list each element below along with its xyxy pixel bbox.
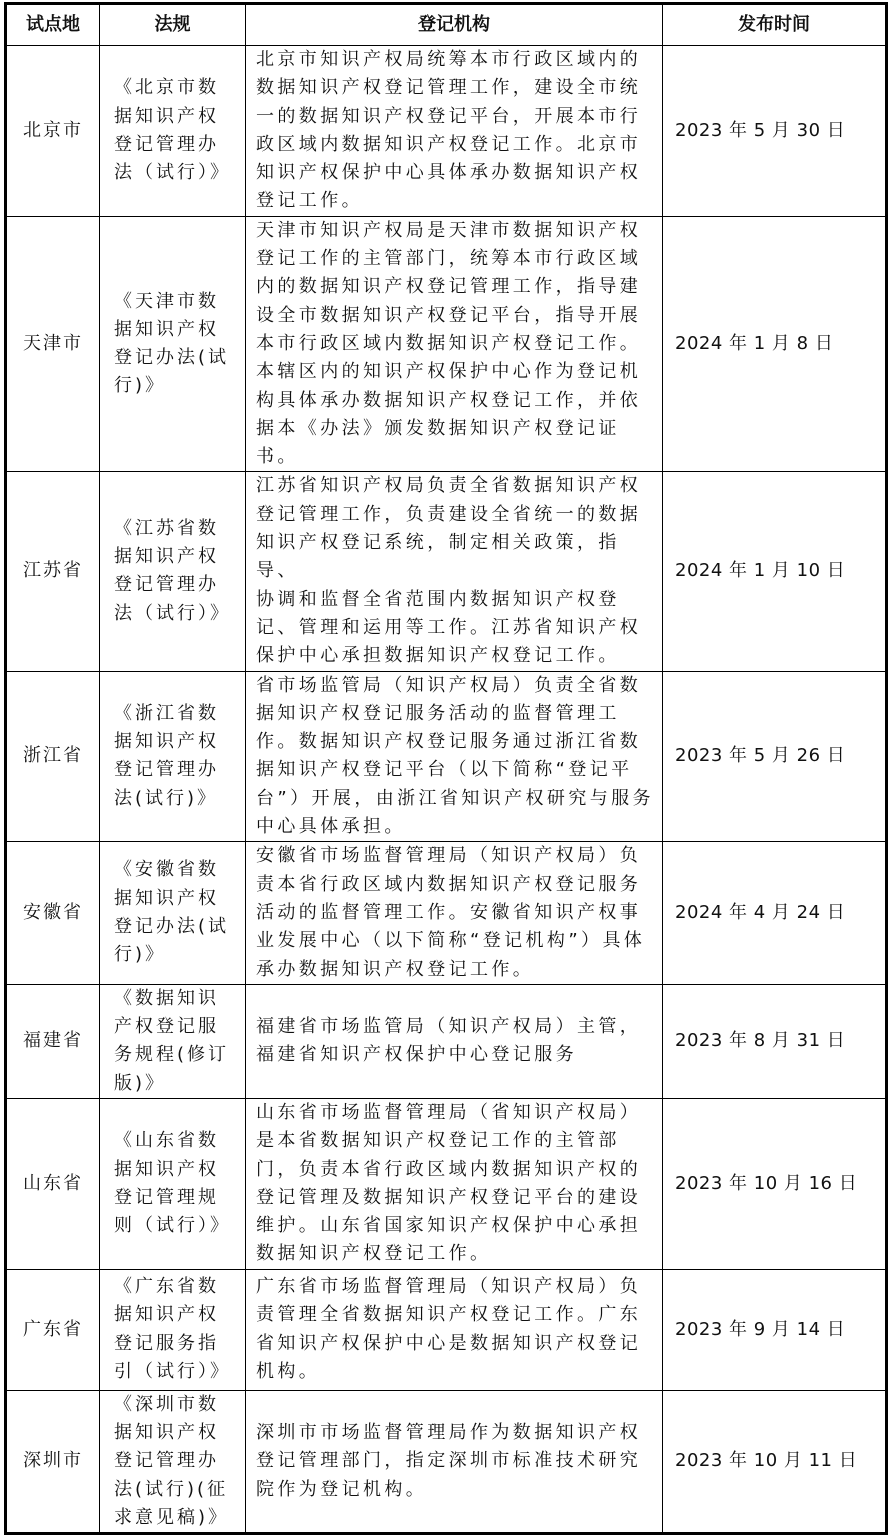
header-place: 试点地 [6,4,100,46]
org-cell: 安徽省市场监督管理局（知识产权局）负 责本省行政区域内数据知识产权登记服务 活动的监督管理工作。安徽省知识产权事 业发展中心（以下简称“登记机构”）具体 承办数据知识产权登记工作。 [246,842,663,984]
org-cell: 山东省市场监督管理局（省知识产权局） 是本省数据知识产权登记工作的主管部 门，负责本省行政区域内数据知识产权的 登记管理及数据知识产权登记平台的建设 维护。山东省国家知识产权保护中心承担 数据知识产权登记工作。 [246,1098,663,1269]
place-cell: 安徽省 [6,842,100,984]
place-cell: 江苏省 [6,472,100,671]
date-cell: 2024 年 1 月 10 日 [663,472,887,671]
date-cell: 2023 年 8 月 31 日 [663,984,887,1098]
date-cell: 2023 年 9 月 14 日 [663,1269,887,1390]
date-cell: 2023 年 10 月 11 日 [663,1390,887,1533]
law-cell: 《江苏省数 据知识产权 登记管理办 法（试行）》 [100,472,246,671]
place-cell: 山东省 [6,1098,100,1269]
table-row [6,1269,887,1390]
law-cell: 《广东省数 据知识产权 登记服务指 引（试行）》 [100,1269,246,1390]
place-cell: 天津市 [6,216,100,472]
place-cell: 北京市 [6,46,100,217]
header-law: 法规 [100,4,246,46]
date-cell: 2024 年 4 月 24 日 [663,842,887,984]
place-cell: 浙江省 [6,671,100,842]
law-cell: 《深圳市数 据知识产权 登记管理办 法(试行)(征 求意见稿)》 [100,1390,246,1533]
table-row [6,842,887,984]
date-cell: 2024 年 1 月 8 日 [663,216,887,472]
org-cell: 江苏省知识产权局负责全省数据知识产权 登记管理工作，负责建设全省统一的数据 知识产权登记系统，制定相关政策，指导、 协调和监督全省范围内数据知识产权登 记、管理和运用等工作。江苏省知识产权 保护中心承担数据知识产权登记工作。 [246,472,663,671]
header-date: 发布时间 [663,4,887,46]
table-row [6,46,887,217]
law-cell: 《北京市数 据知识产权 登记管理办 法（试行）》 [100,46,246,217]
date-cell: 2023 年 5 月 30 日 [663,46,887,217]
org-cell: 广东省市场监督管理局（知识产权局）负 责管理全省数据知识产权登记工作。广东 省知识产权保护中心是数据知识产权登记 机构。 [246,1269,663,1390]
law-cell: 《浙江省数 据知识产权 登记管理办 法(试行)》 [100,671,246,842]
org-cell: 福建省市场监管局（知识产权局）主管， 福建省知识产权保护中心登记服务 [246,984,663,1098]
place-cell: 广东省 [6,1269,100,1390]
place-cell: 深圳市 [6,1390,100,1533]
law-cell: 《山东省数 据知识产权 登记管理规 则（试行）》 [100,1098,246,1269]
org-cell: 天津市知识产权局是天津市数据知识产权 登记工作的主管部门，统筹本市行政区域 内的数据知识产权登记管理工作，指导建 设全市数据知识产权登记平台，指导开展 本市行政区域内数据知识产权登记工作。 本辖区内的知识产权保护中心作为登记机 构具体承办数据知识产权登记工作，并依 据本《办法》颁发数据知识产权登记证书。 [246,216,663,472]
org-cell: 北京市知识产权局统筹本市行政区域内的 数据知识产权登记管理工作，建设全市统 一的数据知识产权登记平台，开展本市行 政区域内数据知识产权登记工作。北京市 知识产权保护中心具体承办数据知识产权 登记工作。 [246,46,663,217]
place-cell: 福建省 [6,984,100,1098]
date-cell: 2023 年 10 月 16 日 [663,1098,887,1269]
pilot-regulation-table [4,2,888,1535]
org-cell: 省市场监管局（知识产权局）负责全省数 据知识产权登记服务活动的监督管理工 作。数据知识产权登记服务通过浙江省数 据知识产权登记平台（以下简称“登记平 台”）开展，由浙江省知识产权研究与服务 中心具体承担。 [246,671,663,842]
law-cell: 《安徽省数 据知识产权 登记办法(试 行)》 [100,842,246,984]
header-row [6,4,887,46]
org-cell: 深圳市市场监督管理局作为数据知识产权 登记管理部门，指定深圳市标准技术研究 院作为登记机构。 [246,1390,663,1533]
date-cell: 2023 年 5 月 26 日 [663,671,887,842]
header-org: 登记机构 [246,4,663,46]
table-row [6,1390,887,1533]
law-cell: 《天津市数 据知识产权 登记办法(试 行)》 [100,216,246,472]
table-row [6,216,887,472]
table-row [6,472,887,671]
table-row [6,984,887,1098]
table-row [6,671,887,842]
law-cell: 《数据知识 产权登记服 务规程(修订 版)》 [100,984,246,1098]
table-row [6,1098,887,1269]
